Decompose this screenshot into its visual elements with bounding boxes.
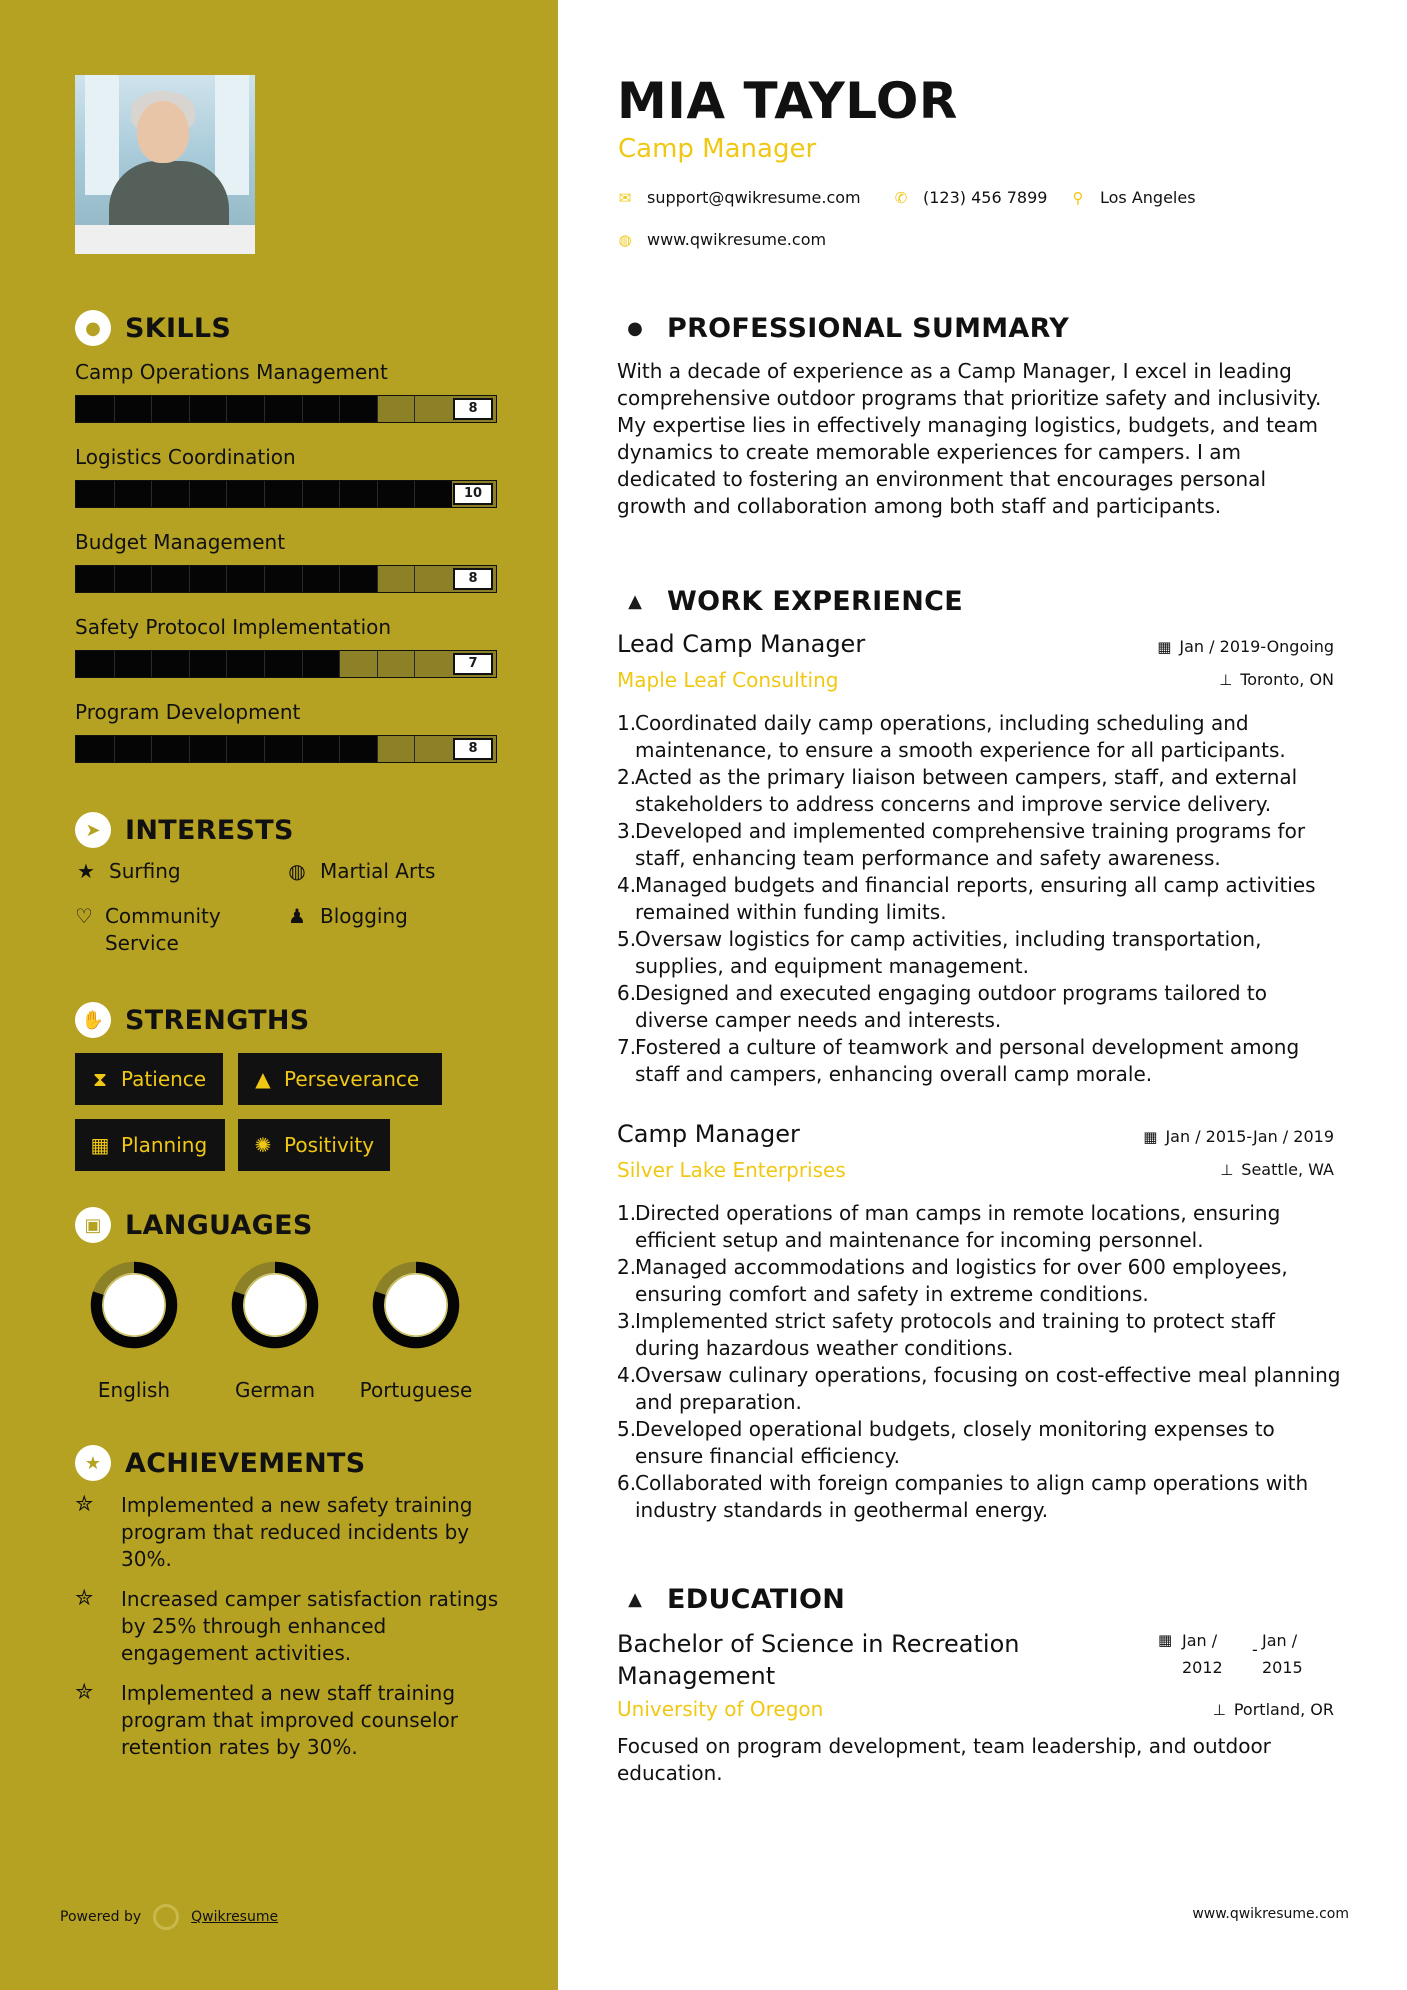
phone-icon: ✆: [894, 188, 908, 207]
language-item: [210, 1258, 340, 1402]
language-item: [351, 1258, 481, 1402]
skill-bar-segment: [114, 396, 115, 422]
skill-bar: [75, 395, 497, 423]
list-item: 4. Managed budgets and financial reports, ensuring all camp activities remained within funding limits.: [617, 873, 1316, 924]
achievements-heading: ★ ACHIEVEMENTS: [75, 1445, 366, 1481]
job-dates: ▦ Jan / 2015-Jan / 2019: [1143, 1127, 1334, 1146]
skill-bar-segment: [264, 396, 265, 422]
skill-bar-segment: [302, 736, 303, 762]
skill-bar-segment: [414, 651, 415, 677]
skill-label: Budget Management: [75, 530, 286, 554]
job-title: Camp Manager: [617, 1120, 800, 1148]
interest-item: ♟ Blogging: [286, 903, 516, 930]
powered-by: Powered by Qwikresume: [60, 1904, 278, 1930]
skill-score: 10: [453, 483, 493, 505]
pushpin-icon: ⊥: [1212, 1700, 1226, 1719]
skill-bar-segment: [226, 566, 227, 592]
contact-phone[interactable]: ✆ (123) 456 7899: [894, 188, 1048, 207]
skill-bar-segment: [264, 736, 265, 762]
interest-item: ★ Surfing: [75, 858, 275, 885]
list-item: 4. Oversaw culinary operations, focusing on cost-effective meal planning and preparation.: [617, 1363, 1341, 1414]
skill-bar-segment: [226, 481, 227, 507]
language-item: [69, 1258, 199, 1402]
school-name: University of Oregon: [617, 1697, 824, 1721]
skill-bar-segment: [377, 566, 378, 592]
skill-bar-segment: [264, 651, 265, 677]
skill-bar-segment: [151, 736, 152, 762]
strength-tag: ▦ Planning: [75, 1119, 225, 1171]
candidate-role: Camp Manager: [618, 134, 817, 164]
skill-bar-segment: [189, 566, 190, 592]
skill-bar-segment: [226, 396, 227, 422]
contact-location: ⚲ Los Angeles: [1070, 188, 1196, 207]
experience-heading: ▲ WORK EXPERIENCE: [617, 583, 963, 619]
skill-label: Program Development: [75, 700, 301, 724]
list-item: 6. Collaborated with foreign companies to align camp operations with industry standards in geothermal energy.: [617, 1471, 1309, 1522]
skill-bar-segment: [114, 736, 115, 762]
job-company: Maple Leaf Consulting: [617, 668, 839, 692]
skill-bar-segment: [151, 396, 152, 422]
group-icon: ♟: [288, 904, 306, 928]
skill-score: 8: [453, 398, 493, 420]
language-name: Portuguese: [359, 1378, 473, 1402]
skill-bar: [75, 480, 497, 508]
skill-score: 8: [453, 738, 493, 760]
education-description: Focused on program development, team leadership, and outdoor education.: [617, 1734, 1271, 1785]
summary-heading: ● PROFESSIONAL SUMMARY: [617, 310, 1069, 346]
list-item: 5. Oversaw logistics for camp activities, including transportation, supplies, and equipment management.: [617, 927, 1262, 978]
skill-bar: [75, 565, 497, 593]
job-location: ⊥ Seattle, WA: [1220, 1160, 1334, 1179]
summary-text: With a decade of experience as a Camp Manager, I excel in leading comprehensive outdoor programs that prioritize safety and inclusivity. My expertise lies in effectively managing logistics, budgets, and team dynamics to create memorable experiences for campers. I am dedicated to fostering an environment that encourages personal growth and collaboration among both staff and participants.: [617, 359, 1322, 518]
job-duties: [617, 710, 1342, 1088]
sun-icon: ✺: [254, 1133, 272, 1157]
skill-bar-segment: [151, 481, 152, 507]
strength-tag: ✺ Positivity: [238, 1119, 390, 1171]
language-ring: [228, 1258, 322, 1352]
skill-bar-segment: [189, 736, 190, 762]
achievement-item: ✮ Implemented a new safety training program that reduced incidents by 30%.: [75, 1492, 473, 1571]
education-heading: ▲ EDUCATION: [617, 1581, 845, 1617]
degree-title: Bachelor of Science in Recreation Management: [617, 1630, 1020, 1690]
skill-bar-segment: [189, 396, 190, 422]
job-company: Silver Lake Enterprises: [617, 1158, 846, 1182]
skill-bar-segment: [264, 566, 265, 592]
skill-label: Camp Operations Management: [75, 360, 388, 384]
skill-bar-segment: [114, 566, 115, 592]
language-name: German: [234, 1378, 316, 1402]
globe-icon: ◍: [618, 230, 632, 249]
list-item: 5. Developed operational budgets, closely monitoring expenses to ensure financial efficiency.: [617, 1417, 1275, 1468]
skill-score: 8: [453, 568, 493, 590]
id-card-icon: ▣: [75, 1207, 111, 1243]
list-item: 2. Acted as the primary liaison between campers, staff, and external stakeholders to address concerns and improve service delivery.: [617, 765, 1298, 816]
skill-bar-segment: [189, 481, 190, 507]
skill-bar-fill: [76, 651, 339, 677]
skill-bar-segment: [339, 481, 340, 507]
handshake-icon: ♡: [75, 904, 93, 928]
skill-label: Logistics Coordination: [75, 445, 296, 469]
hourglass-icon: ⧗: [92, 1067, 108, 1091]
skill-bar-segment: [226, 736, 227, 762]
skill-bar-segment: [377, 651, 378, 677]
footer-url[interactable]: www.qwikresume.com: [1192, 1906, 1349, 1922]
star-burst-icon: ✮: [75, 1492, 94, 1517]
skill-bar-segment: [414, 736, 415, 762]
strength-tag: ⧗ Patience: [75, 1053, 223, 1105]
edu-date-separator: -: [1252, 1640, 1258, 1659]
graduation-cap-icon: ▲: [628, 1588, 642, 1610]
office-chair-icon: ▲: [628, 590, 642, 612]
skills-heading: ● SKILLS: [75, 310, 231, 346]
skill-bar-segment: [414, 481, 415, 507]
interests-heading: ➤ INTERESTS: [75, 812, 294, 848]
hand-icon: ✋: [75, 1002, 111, 1038]
contact-website[interactable]: ◍ www.qwikresume.com: [618, 230, 827, 249]
pushpin-icon: ⊥: [1219, 670, 1233, 689]
calendar-icon: ▦: [1157, 637, 1172, 656]
qwikresume-link[interactable]: Qwikresume: [191, 1909, 279, 1925]
candidate-name: MIA TAYLOR: [617, 72, 958, 130]
skill-bar-segment: [377, 396, 378, 422]
skill-bar-segment: [302, 481, 303, 507]
list-item: 7. Fostered a culture of teamwork and personal development among staff and campers, enhancing overall camp morale.: [617, 1035, 1300, 1086]
skill-bar-segment: [302, 651, 303, 677]
skill-bar: [75, 735, 497, 763]
lightbulb-icon: ●: [75, 310, 111, 346]
skill-bar-segment: [114, 651, 115, 677]
interest-item: ◍ Martial Arts: [286, 858, 516, 885]
paper-plane-icon: ➤: [75, 812, 111, 848]
profile-photo: [75, 75, 255, 254]
map-pin-icon: ⚲: [1072, 188, 1084, 207]
achievement-item: ✮ Implemented a new staff training program that improved counselor retention rates by 30%.: [75, 1680, 458, 1759]
list-item: 1. Coordinated daily camp operations, including scheduling and maintenance, to ensure a smooth experience for all participants.: [617, 711, 1286, 762]
language-ring: [87, 1258, 181, 1352]
star-burst-icon: ✮: [75, 1586, 94, 1611]
pushpin-icon: ⊥: [1220, 1160, 1234, 1179]
skill-bar-segment: [264, 481, 265, 507]
skill-score: 7: [453, 653, 493, 675]
qwikresume-logo-icon: [153, 1904, 179, 1930]
star-burst-icon: ✮: [75, 1680, 94, 1705]
strengths-heading: ✋ STRENGTHS: [75, 1002, 310, 1038]
edu-end-date: Jan / 2015: [1262, 1631, 1303, 1677]
contact-email[interactable]: ✉ support@qwikresume.com: [618, 188, 861, 207]
skill-bar-segment: [339, 736, 340, 762]
skill-bar-segment: [114, 481, 115, 507]
skill-bar-segment: [414, 396, 415, 422]
skill-bar-segment: [226, 651, 227, 677]
achievement-item: ✮ Increased camper satisfaction ratings by 25% through enhanced engagement activities.: [75, 1586, 499, 1665]
skill-bar-segment: [377, 736, 378, 762]
calendar-icon: ▦: [1143, 1127, 1158, 1146]
skill-bar-segment: [339, 566, 340, 592]
globe-icon: ◍: [288, 859, 306, 883]
road-icon: ▲: [255, 1067, 271, 1091]
calendar-icon: ▦: [1158, 1631, 1173, 1649]
skill-bar-segment: [151, 566, 152, 592]
list-item: 3. Implemented strict safety protocols and training to protect staff during hazardous weather conditions.: [617, 1309, 1275, 1360]
calendar-icon: ▦: [90, 1133, 110, 1157]
job-duties: [617, 1200, 1342, 1524]
language-ring: [369, 1258, 463, 1352]
interest-item: ♡ Community Service: [75, 904, 221, 955]
list-item: 3. Developed and implemented comprehensive training programs for staff, enhancing team performance and safety awareness.: [617, 819, 1306, 870]
skill-bar-segment: [302, 566, 303, 592]
list-item: 1. Directed operations of man camps in remote locations, ensuring efficient setup and maintenance for incoming personnel.: [617, 1201, 1281, 1252]
star-icon: ★: [77, 859, 95, 883]
strength-tag: ▲ Perseverance: [238, 1053, 442, 1105]
sidebar: [0, 0, 558, 1990]
skill-bar-segment: [302, 396, 303, 422]
list-item: 2. Managed accommodations and logistics for over 600 employees, ensuring comfort and safety in extreme conditions.: [617, 1255, 1288, 1306]
language-name: English: [97, 1378, 171, 1402]
skill-bar-segment: [189, 651, 190, 677]
skill-bar-segment: [151, 651, 152, 677]
skill-bar-segment: [339, 396, 340, 422]
trophy-icon: ★: [75, 1445, 111, 1481]
edu-start-date: Jan / 2012: [1182, 1631, 1223, 1677]
skill-bar: [75, 650, 497, 678]
edu-location: ⊥ Portland, OR: [1212, 1700, 1334, 1719]
job-title: Lead Camp Manager: [617, 630, 866, 658]
skill-bar-segment: [339, 651, 340, 677]
list-item: 6. Designed and executed engaging outdoor programs tailored to diverse camper needs and interests.: [617, 981, 1267, 1032]
envelope-icon: ✉: [618, 188, 632, 207]
job-dates: ▦ Jan / 2019-Ongoing: [1157, 637, 1334, 656]
skill-label: Safety Protocol Implementation: [75, 615, 392, 639]
skill-bar-segment: [377, 481, 378, 507]
languages-heading: ▣ LANGUAGES: [75, 1207, 313, 1243]
job-location: ⊥ Toronto, ON: [1219, 670, 1334, 689]
skill-bar-segment: [414, 566, 415, 592]
user-icon: ●: [627, 317, 643, 339]
